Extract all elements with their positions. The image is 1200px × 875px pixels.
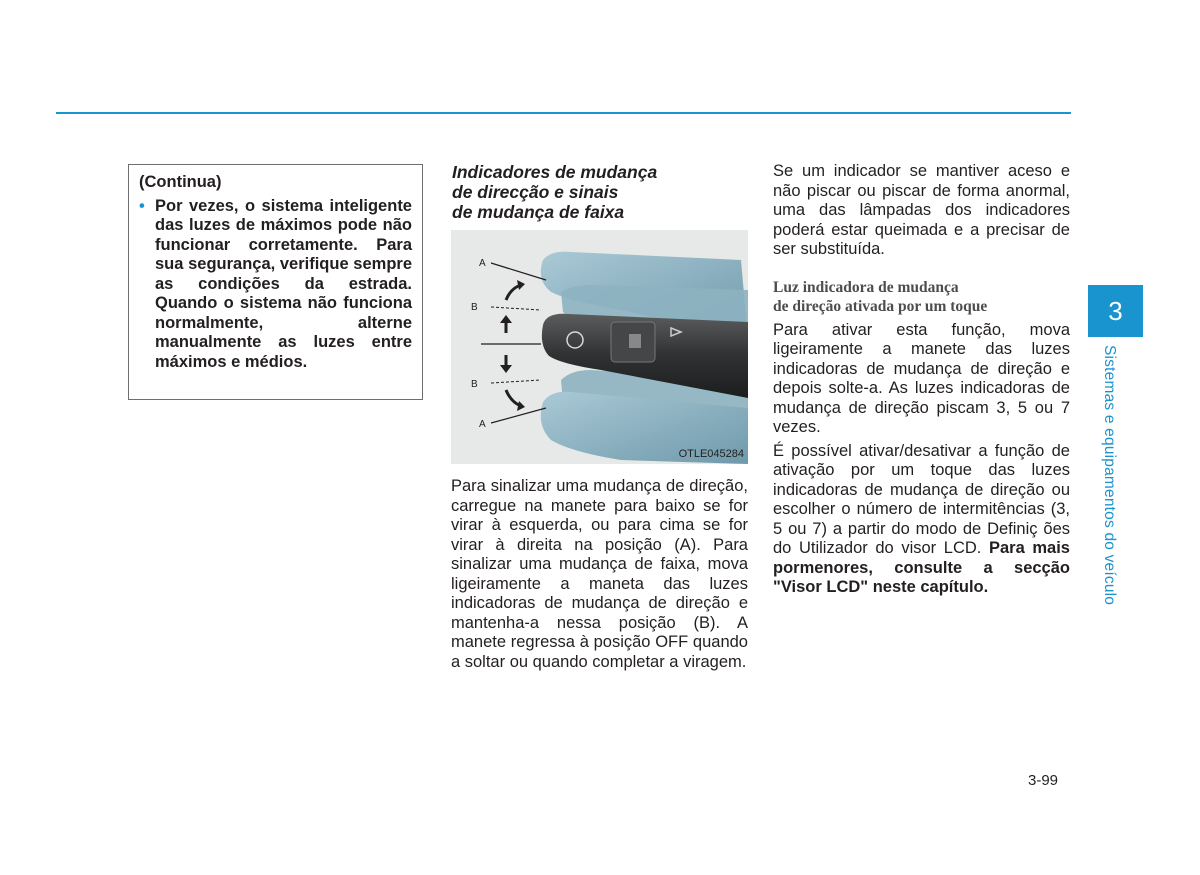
chapter-number-tab: 3 — [1088, 285, 1143, 337]
label-b-top: B — [471, 302, 478, 313]
arrow-up-head — [500, 315, 512, 323]
leader-line — [491, 307, 541, 310]
continued-note-box — [128, 164, 423, 400]
note-bullet-item — [139, 197, 412, 373]
section-heading-line: Indicadores de mudança — [452, 162, 658, 182]
paragraph-lcd-settings-text: É possível ativar/desativar a função de ativação por um toque das luzes indicadoras de mudança de direção ou escolher o número de intermitências (3, 5 ou 7) a partir do modo de Definiç ões do Utilizador do visor LCD. — [773, 441, 1070, 557]
leader-line — [491, 263, 546, 280]
lever-diagram — [451, 230, 748, 464]
paragraph-lcd-settings — [773, 442, 1070, 598]
arrow-down-head — [500, 365, 512, 373]
note-text: Por vezes, o sistema inteligente das luzes de máximos pode não funcionar corretamente. Para sua segurança, verifique sempre as condições da estrada. Quando o sistema não funciona normalmente, alterne manualmente as luzes entre máximos e médios. — [155, 196, 412, 371]
figure-code: OTLE045284 — [678, 448, 744, 460]
chapter-title: Sistemas e equipamentos do veículo — [1101, 345, 1118, 606]
label-a-bottom: A — [479, 419, 486, 430]
leader-line — [491, 380, 541, 383]
section-heading-line: de direcção e sinais — [452, 182, 619, 202]
turn-signal-lever-illustration — [451, 230, 748, 464]
section-heading-line: de mudança de faixa — [452, 202, 625, 222]
paragraph-lcd-reference: Para mais pormenores, consulte a secção "Visor LCD" neste capítulo. — [773, 539, 1070, 596]
section-heading — [452, 162, 752, 222]
bullet-icon: • — [139, 196, 145, 215]
label-a-top: A — [479, 258, 486, 269]
label-b-bottom: B — [471, 379, 478, 390]
note-title: (Continua) — [139, 173, 222, 191]
paragraph-one-touch: Para ativar esta função, mova ligeiramente a manete das luzes indicadoras de mudança de direção e depois solte-a. As luzes indicadoras de mudança de direção piscam 3, 5 ou 7 vezes. — [773, 320, 1070, 436]
arrow-curved-down-head — [517, 401, 525, 411]
lever-switch-button — [629, 334, 641, 348]
subsection-heading-line: de direção ativada por um toque — [773, 298, 988, 315]
chapter-title-vertical — [1100, 345, 1130, 615]
right-column — [773, 162, 1070, 598]
paragraph-indicator-failure: Se um indicador se mantiver aceso e não piscar ou piscar de forma anormal, uma das lâmpadas dos indicadores poderá estar queimada e a precisar de ser substituída. — [773, 162, 1070, 258]
arrow-curved-up-head — [517, 280, 525, 290]
subsection-heading-line: Luz indicadora de mudança — [773, 278, 959, 296]
header-rule — [56, 112, 1071, 114]
subsection-heading — [773, 278, 1070, 317]
page-number: 3-99 — [1028, 772, 1059, 789]
section-paragraph: Para sinalizar uma mudança de direção, carregue na manete para baixo se for virar à esquerda, ou para cima se for virar à direita na posição (A). Para sinalizar uma mudança de faixa, mova ligeiramente a maneta das luzes indicadoras de mudança de direção e mantenha-a nessa posição (B). A manete regressa à posição OFF quando a soltar ou quando completar a viragem. — [451, 477, 748, 671]
